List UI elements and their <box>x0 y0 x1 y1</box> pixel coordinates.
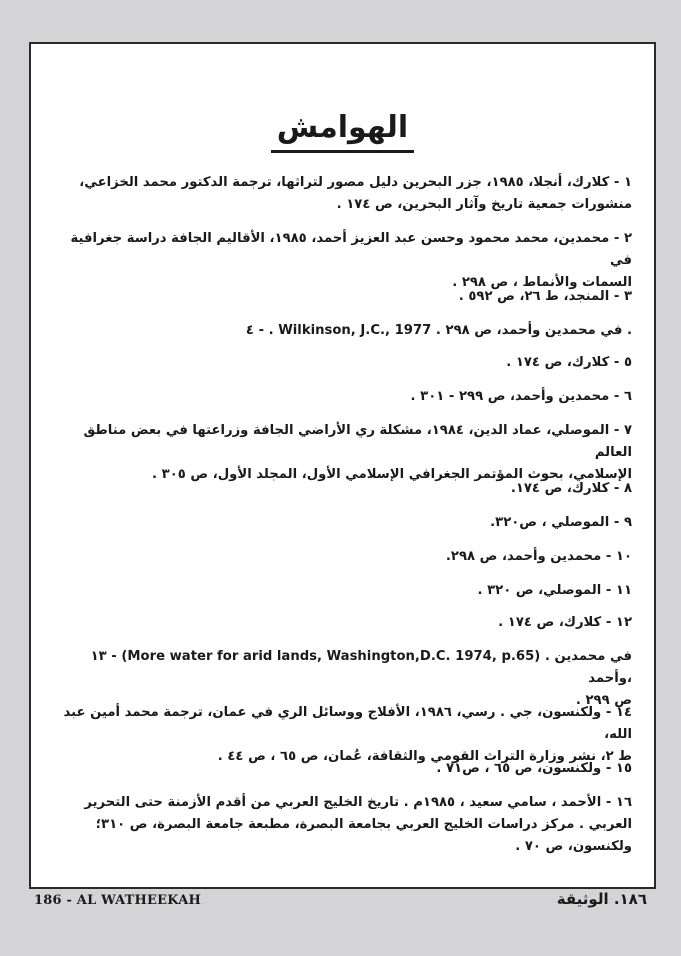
footnote-line: العربي . مركز دراسات الخليج العربي بجامعة البصرة، مطبعة جامعة البصرة، ص ٣١٠؛ <box>95 817 632 832</box>
footnote-line: ٤ - . Wilkinson, J.C., 1977 . في محمدين وأحمد، ص ٢٩٨ . <box>245 323 632 338</box>
footnote-line: السمات والأنماط ، ص ٢٩٨ . <box>452 275 632 290</box>
footnote-15 <box>53 758 632 780</box>
footnote-line: ١٤ - ولكنسون، جي . رسي، ١٩٨٦، الأفلاج ووسائل الري في عمان، ترجمة محمد أمين عبد الله، <box>63 705 632 742</box>
footnote-2 <box>53 228 632 294</box>
footnote-line: ١٦ - الأحمد ، سامي سعيد ، ١٩٨٥م . تاريخ الخليج العربي من أقدم الأزمنة حتى التحرير <box>84 795 632 810</box>
footnote-line: ١١ - الموصلي، ص ٣٢٠ . <box>477 583 632 598</box>
footnote-line: ٩ - الموصلي ، ص٣٢٠. <box>490 515 632 530</box>
footnote-1 <box>53 172 632 216</box>
footnote-line: ١٠ - محمدين وأحمد، ص ٢٩٨. <box>445 549 632 564</box>
footer-page-label-arabic: ١٨٦. الوثيقة <box>556 890 647 908</box>
footnote-11 <box>53 580 632 602</box>
footnote-line: ١٢ - كلارك، ص ١٧٤ . <box>498 615 632 630</box>
footnote-line: ٢ - محمدين، محمد محمود وحسن عبد العزيز أحمد، ١٩٨٥، الأقاليم الجافة دراسة جغرافية في <box>70 231 632 268</box>
page-title: الهوامش <box>271 108 414 153</box>
footer-page-label-latin: 186 - AL WATHEEKAH <box>34 893 201 908</box>
page-frame <box>29 42 656 889</box>
footnote-line: ص ٢٩٩ . <box>575 693 632 708</box>
footnote-10 <box>53 546 632 568</box>
footnote-line: ٣ - المنجد، ط ٢٦، ص ٥٩٢ . <box>458 289 632 304</box>
footnote-line: ٨ - كلارك، ص ١٧٤. <box>510 481 632 496</box>
footnote-line: ٥ - كلارك، ص ١٧٤ . <box>506 355 632 370</box>
footnote-9 <box>53 512 632 534</box>
footnote-line: ٧ - الموصلي، عماد الدين، ١٩٨٤، مشكلة ري الأراضي الجافة وزراعتها في بعض مناطق العالم <box>83 423 632 460</box>
footnote-3 <box>53 286 632 308</box>
title-wrap <box>31 108 654 153</box>
footnote-line: ٦ - محمدين وأحمد، ص ٢٩٩ - ٣٠١ . <box>410 389 632 404</box>
footnote-line: ١٣ - (More water for arid lands, Washington,D.C. 1974, p.65) . في محمدين وأحمد، <box>90 649 632 686</box>
footnote-16 <box>53 792 632 858</box>
footnote-6 <box>53 386 632 408</box>
footnote-12 <box>53 612 632 634</box>
footnote-line: ١ - كلارك، أنجلا، ١٩٨٥، جزر البحرين دليل مصور لتراثها، ترجمة الدكتور محمد الخزاعي، <box>79 175 632 190</box>
footnote-8 <box>53 478 632 500</box>
footnote-line: الإسلامي، بحوث المؤتمر الجغرافي الإسلامي الأول، المجلد الأول، ص ٣٠٥ . <box>152 467 632 482</box>
footnote-line: ١٥ - ولكنسون، ص ٦٥ ، ص٧١ . <box>436 761 632 776</box>
footnote-5 <box>53 352 632 374</box>
footnote-line: ط ٢، نشر وزارة التراث القومي والثقافة، عُمان، ص ٦٥ ، ص ٤٤ . <box>217 749 632 764</box>
footnote-line: ولكنسون، ص ٧٠ . <box>515 839 632 854</box>
footnote-4 <box>53 320 632 342</box>
footnote-line: منشورات جمعية تاريخ وآثار البحرين، ص ١٧٤ . <box>336 197 632 212</box>
footnote-7 <box>53 420 632 486</box>
